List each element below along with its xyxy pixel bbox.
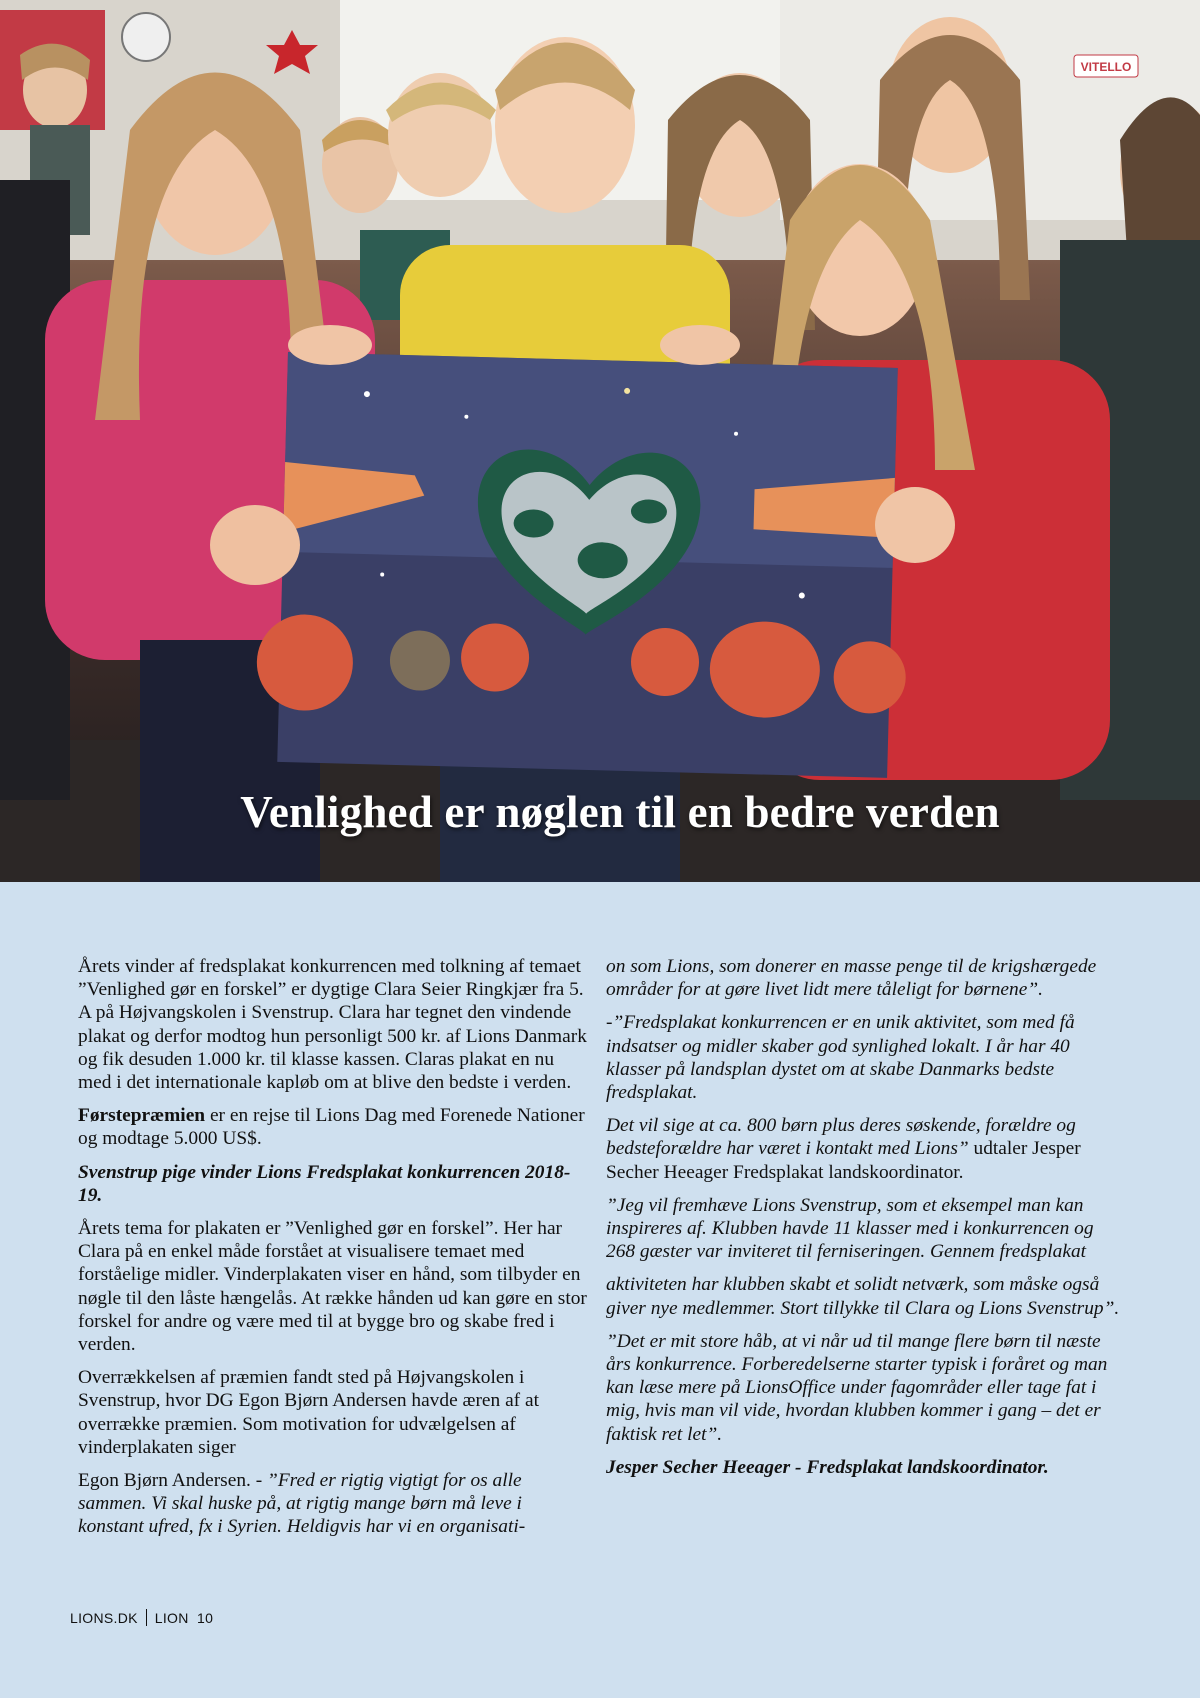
paragraph-text: Egon Bjørn Andersen. -	[78, 1470, 268, 1492]
vitello-sign: VITELLO	[1080, 60, 1132, 74]
headline: Venlighed er nøglen til en bedre verden	[240, 787, 1000, 837]
subheading: Svenstrup pige vinder Lions Fredsplakat konkurrencen 2018-19.	[78, 1161, 571, 1206]
paragraph	[78, 1469, 592, 1539]
paragraph: Overrækkelsen af præmien fandt sted på Højvangskolen i Svenstrup, hvor DG Egon Bjørn Andersen havde æren af at overrække præmien. Som motivation for udvælgelsen af vinderplakaten siger	[78, 1367, 539, 1458]
quote-paragraph: ”Det er mit store håb, at vi når ud til mange flere børn til næste års konkurrence. Forberedelserne starter typisk i foråret og man kan læse mere på LionsOffice under fagområder eller tage fat i mig, hvis man vil vide, hvordan klubben kommer i gang – det er faktisk ret let”.	[606, 1330, 1108, 1445]
quote-paragraph: ”Jeg vil fremhæve Lions Svenstrup, som et eksempel man kan inspireres af. Klubben havde 11 klasser med i konkurrencen og 268 gæster var inviteret til ferniseringen. Gennem fredsplakat	[606, 1194, 1094, 1263]
quote-paragraph: aktiviteten har klubben skabt et solidt netværk, som måske også giver nye medlemmer. Stort tillykke til Clara og Lions Svenstrup”.	[606, 1274, 1120, 1319]
paragraph-text: udtaler Jesper Secher Heeager Fredsplakat landskoordinator.	[606, 1138, 1081, 1183]
footer-divider	[146, 1609, 147, 1626]
paragraph: Årets tema for plakaten er ”Venlighed gør en forskel”. Her har Clara på en enkel måde forstået at visualisere temaet med forståelige midler. Vinderplakaten viser en hånd, som tilbyder en nøgle til den låste hængelås. At række hånden ud kan gøre en stor forskel for andre og være med til at bygge bro og skabe fred i verden.	[78, 1218, 587, 1356]
paragraph	[78, 1104, 592, 1150]
bold-term: Førstepræmien	[78, 1105, 206, 1127]
peace-poster	[254, 351, 914, 778]
footer-magazine: LION	[154, 1610, 189, 1626]
quote-text: Det vil sige at ca. 800 børn plus deres søskende, forældre og bedsteforældre har været i kontakt med Lions”	[606, 1115, 1076, 1160]
quote-paragraph: on som Lions, som donerer en masse penge til de krigshærgede områder for at gøre livet lidt mere tåleligt for børnene”.	[606, 956, 1097, 1001]
page-footer	[70, 1609, 213, 1626]
left-column	[78, 955, 592, 1549]
paragraph-text: er en rejse til Lions Dag med Forenede Nationer og modtage 5.000 US$.	[78, 1105, 585, 1150]
paragraph	[606, 1114, 1126, 1184]
quote-paragraph: -”Fredsplakat konkurrencen er en unik aktivitet, som med få indsatser og midler skaber god synlighed lokalt. I år har 40 klasser på landsplan dystet om at skabe Danmarks bedste fredsplakat.	[606, 1012, 1075, 1104]
right-column	[606, 955, 1126, 1489]
signature-line: Jesper Secher Heeager - Fredsplakat landskoordinator.	[606, 1456, 1049, 1478]
paragraph: Årets vinder af fredsplakat konkurrencen med tolkning af temaet ”Venlighed gør en forskel” er dygtige Clara Seier Ringkjær fra 5. A på Højvangskolen i Svenstrup. Clara har tegnet den vindende plakat og derfor modtog hun personligt 500 kr. af Lions Danmark og fik desuden 1.000 kr. til klasse kassen. Claras plakat en nu med i det internationale kapløb om at blive den bedste i verden.	[78, 956, 587, 1094]
page-number: 10	[197, 1610, 214, 1626]
footer-site: LIONS.DK	[70, 1610, 138, 1626]
quote-text: ”Fred er rigtig vigtigt for os alle sammen. Vi skal huske på, at rigtig mange børn må leve i konstant ufred, fx i Syrien. Heldigvis har vi en organisati-	[78, 1470, 526, 1538]
